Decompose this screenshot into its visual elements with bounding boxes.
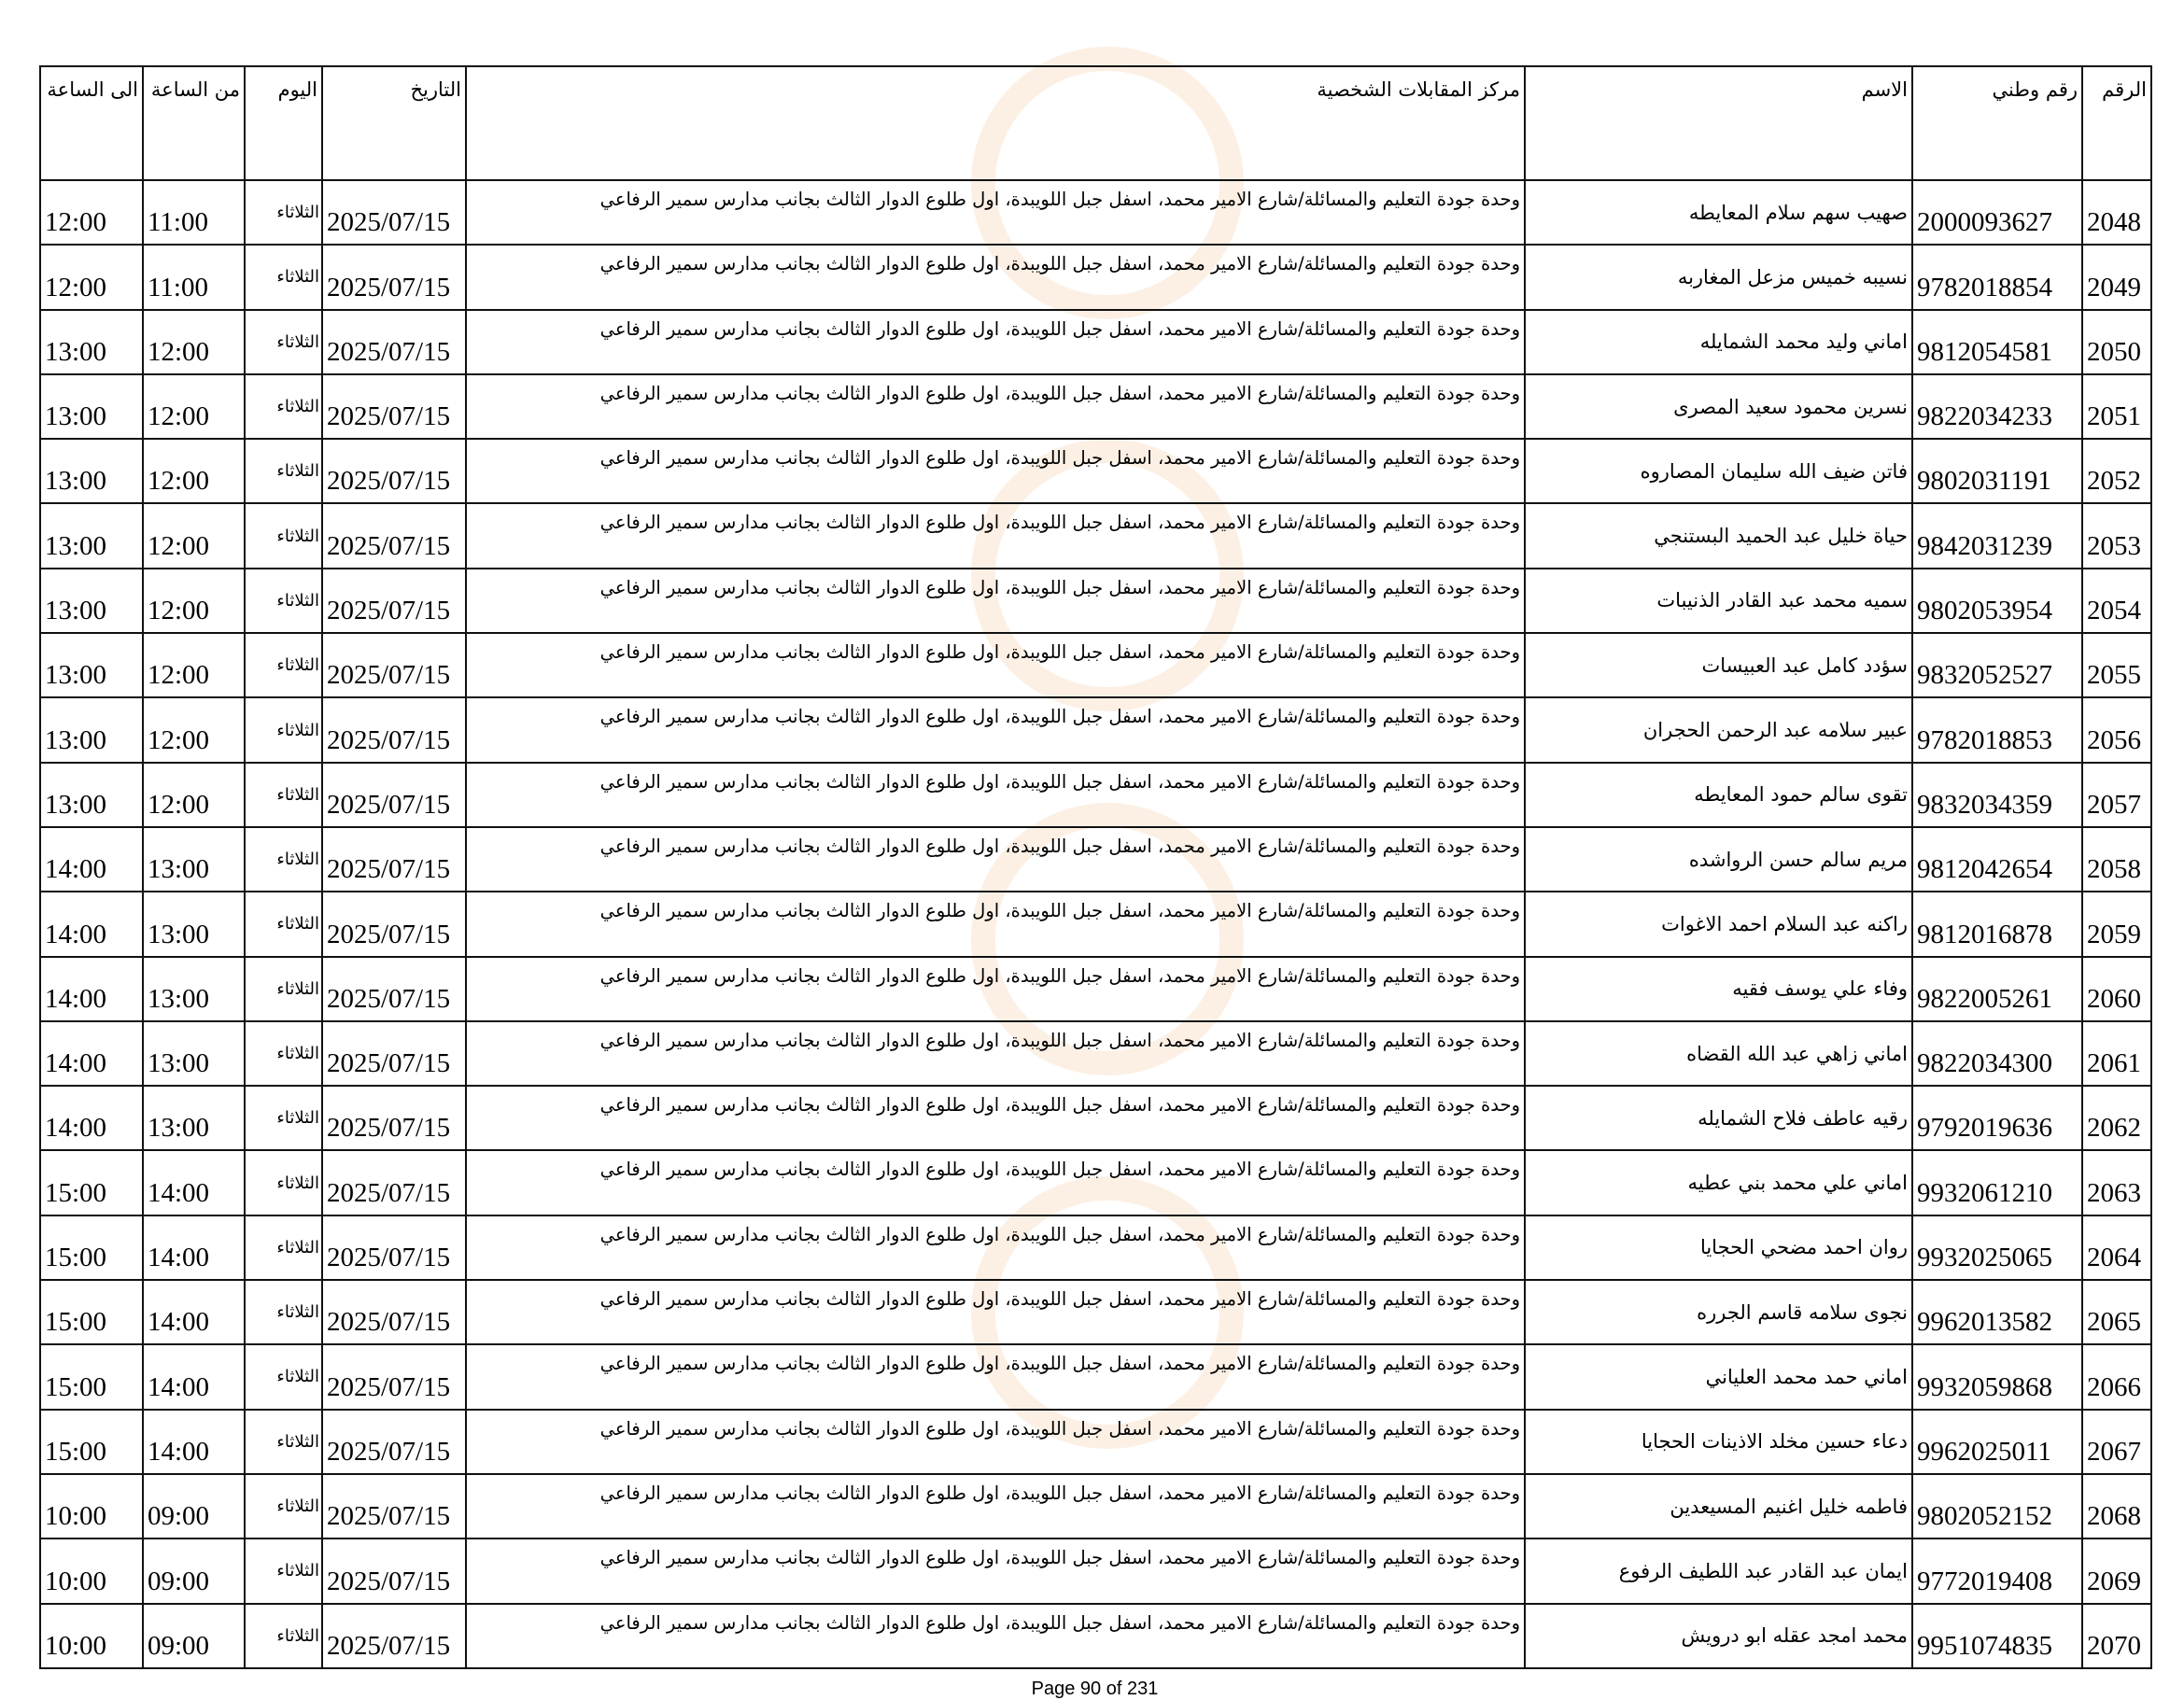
- from-time-cell: 14:00: [143, 1344, 245, 1409]
- center-cell: وحدة جودة التعليم والمسائلة/شارع الامير محمد، اسفل جبل اللويبدة، اول طلوع الدوار الثالث بجانب مدارس سمير الرفاعي: [466, 310, 1525, 374]
- to-time-cell: 13:00: [40, 503, 143, 568]
- table-row: [40, 1538, 2151, 1603]
- table-row: [40, 957, 2151, 1021]
- row-number-cell: 2052: [2082, 439, 2151, 503]
- national-id-cell: 9962013582: [1912, 1280, 2082, 1344]
- day-cell: الثلاثاء: [245, 827, 322, 892]
- header-row: [40, 66, 2151, 180]
- row-number-cell: 2063: [2082, 1150, 2151, 1215]
- to-time-cell: 14:00: [40, 957, 143, 1021]
- from-time-cell: 13:00: [143, 892, 245, 956]
- name-cell: سميه محمد عبد القادر الذنيبات: [1525, 569, 1912, 633]
- center-cell: وحدة جودة التعليم والمسائلة/شارع الامير محمد، اسفل جبل اللويبدة، اول طلوع الدوار الثالث بجانب مدارس سمير الرفاعي: [466, 1021, 1525, 1086]
- day-cell: الثلاثاء: [245, 439, 322, 503]
- national-id-cell: 9822034300: [1912, 1021, 2082, 1086]
- to-time-cell: 15:00: [40, 1410, 143, 1474]
- table-row: [40, 1280, 2151, 1344]
- header-name: الاسم: [1525, 66, 1912, 180]
- day-cell: الثلاثاء: [245, 374, 322, 439]
- from-time-cell: 14:00: [143, 1410, 245, 1474]
- day-cell: الثلاثاء: [245, 1280, 322, 1344]
- to-time-cell: 14:00: [40, 827, 143, 892]
- row-number-cell: 2055: [2082, 633, 2151, 697]
- header-from: من الساعة: [143, 66, 245, 180]
- national-id-cell: 9832034359: [1912, 763, 2082, 827]
- to-time-cell: 13:00: [40, 439, 143, 503]
- day-cell: الثلاثاء: [245, 1344, 322, 1409]
- name-cell: محمد امجد عقله ابو درويش: [1525, 1604, 1912, 1668]
- row-number-cell: 2066: [2082, 1344, 2151, 1409]
- day-cell: الثلاثاء: [245, 569, 322, 633]
- from-time-cell: 11:00: [143, 245, 245, 309]
- name-cell: روان احمد مضحي الحجايا: [1525, 1215, 1912, 1280]
- row-number-cell: 2058: [2082, 827, 2151, 892]
- center-cell: وحدة جودة التعليم والمسائلة/شارع الامير محمد، اسفل جبل اللويبدة، اول طلوع الدوار الثالث بجانب مدارس سمير الرفاعي: [466, 1086, 1525, 1150]
- date-cell: 2025/07/15: [322, 1150, 466, 1215]
- center-cell: وحدة جودة التعليم والمسائلة/شارع الامير محمد، اسفل جبل اللويبدة، اول طلوع الدوار الثالث بجانب مدارس سمير الرفاعي: [466, 827, 1525, 892]
- from-time-cell: 09:00: [143, 1538, 245, 1603]
- national-id-cell: 9812042654: [1912, 827, 2082, 892]
- center-cell: وحدة جودة التعليم والمسائلة/شارع الامير محمد، اسفل جبل اللويبدة، اول طلوع الدوار الثالث بجانب مدارس سمير الرفاعي: [466, 503, 1525, 568]
- day-cell: الثلاثاء: [245, 1604, 322, 1668]
- national-id-cell: 9822005261: [1912, 957, 2082, 1021]
- header-to: الى الساعة: [40, 66, 143, 180]
- day-cell: الثلاثاء: [245, 633, 322, 697]
- day-cell: الثلاثاء: [245, 1215, 322, 1280]
- page-number: Page 90 of 231: [1031, 1678, 1159, 1699]
- name-cell: فاطمه خليل اغنيم المسيعدين: [1525, 1474, 1912, 1538]
- table-row: [40, 1150, 2151, 1215]
- to-time-cell: 14:00: [40, 1086, 143, 1150]
- national-id-cell: 9832052527: [1912, 633, 2082, 697]
- center-cell: وحدة جودة التعليم والمسائلة/شارع الامير محمد، اسفل جبل اللويبدة، اول طلوع الدوار الثالث بجانب مدارس سمير الرفاعي: [466, 697, 1525, 762]
- date-cell: 2025/07/15: [322, 1538, 466, 1603]
- table-row: [40, 763, 2151, 827]
- national-id-cell: 2000093627: [1912, 180, 2082, 245]
- date-cell: 2025/07/15: [322, 1280, 466, 1344]
- table-row: [40, 439, 2151, 503]
- header-center: مركز المقابلات الشخصية: [466, 66, 1525, 180]
- date-cell: 2025/07/15: [322, 1215, 466, 1280]
- from-time-cell: 12:00: [143, 697, 245, 762]
- center-cell: وحدة جودة التعليم والمسائلة/شارع الامير محمد، اسفل جبل اللويبدة، اول طلوع الدوار الثالث بجانب مدارس سمير الرفاعي: [466, 1538, 1525, 1603]
- row-number-cell: 2065: [2082, 1280, 2151, 1344]
- from-time-cell: 14:00: [143, 1280, 245, 1344]
- day-cell: الثلاثاء: [245, 957, 322, 1021]
- to-time-cell: 10:00: [40, 1474, 143, 1538]
- table-row: [40, 827, 2151, 892]
- table-row: [40, 1344, 2151, 1409]
- header-national-id: رقم وطني: [1912, 66, 2082, 180]
- table-row: [40, 633, 2151, 697]
- row-number-cell: 2056: [2082, 697, 2151, 762]
- date-cell: 2025/07/15: [322, 957, 466, 1021]
- date-cell: 2025/07/15: [322, 1086, 466, 1150]
- center-cell: وحدة جودة التعليم والمسائلة/شارع الامير محمد، اسفل جبل اللويبدة، اول طلوع الدوار الثالث بجانب مدارس سمير الرفاعي: [466, 1604, 1525, 1668]
- row-number-cell: 2057: [2082, 763, 2151, 827]
- date-cell: 2025/07/15: [322, 633, 466, 697]
- table-row: [40, 1215, 2151, 1280]
- national-id-cell: 9782018853: [1912, 697, 2082, 762]
- date-cell: 2025/07/15: [322, 569, 466, 633]
- national-id-cell: 9802052152: [1912, 1474, 2082, 1538]
- date-cell: 2025/07/15: [322, 310, 466, 374]
- from-time-cell: 14:00: [143, 1215, 245, 1280]
- name-cell: نسيبه خميس مزعل المغاربه: [1525, 245, 1912, 309]
- day-cell: الثلاثاء: [245, 1150, 322, 1215]
- date-cell: 2025/07/15: [322, 1474, 466, 1538]
- from-time-cell: 13:00: [143, 957, 245, 1021]
- national-id-cell: 9812054581: [1912, 310, 2082, 374]
- header-date: التاريخ: [322, 66, 466, 180]
- table-row: [40, 503, 2151, 568]
- table-row: [40, 1604, 2151, 1668]
- row-number-cell: 2059: [2082, 892, 2151, 956]
- center-cell: وحدة جودة التعليم والمسائلة/شارع الامير محمد، اسفل جبل اللويبدة، اول طلوع الدوار الثالث بجانب مدارس سمير الرفاعي: [466, 1410, 1525, 1474]
- day-cell: الثلاثاء: [245, 1410, 322, 1474]
- national-id-cell: 9842031239: [1912, 503, 2082, 568]
- day-cell: الثلاثاء: [245, 697, 322, 762]
- national-id-cell: 9802053954: [1912, 569, 2082, 633]
- to-time-cell: 13:00: [40, 374, 143, 439]
- table-row: [40, 1021, 2151, 1086]
- national-id-cell: 9792019636: [1912, 1086, 2082, 1150]
- center-cell: وحدة جودة التعليم والمسائلة/شارع الامير محمد، اسفل جبل اللويبدة، اول طلوع الدوار الثالث بجانب مدارس سمير الرفاعي: [466, 245, 1525, 309]
- to-time-cell: 13:00: [40, 310, 143, 374]
- date-cell: 2025/07/15: [322, 503, 466, 568]
- to-time-cell: 13:00: [40, 697, 143, 762]
- table-row: [40, 1474, 2151, 1538]
- from-time-cell: 14:00: [143, 1150, 245, 1215]
- national-id-cell: 9812016878: [1912, 892, 2082, 956]
- row-number-cell: 2061: [2082, 1021, 2151, 1086]
- table-body: [40, 180, 2151, 1668]
- from-time-cell: 09:00: [143, 1604, 245, 1668]
- center-cell: وحدة جودة التعليم والمسائلة/شارع الامير محمد، اسفل جبل اللويبدة، اول طلوع الدوار الثالث بجانب مدارس سمير الرفاعي: [466, 1215, 1525, 1280]
- day-cell: الثلاثاء: [245, 892, 322, 956]
- from-time-cell: 11:00: [143, 180, 245, 245]
- day-cell: الثلاثاء: [245, 1021, 322, 1086]
- to-time-cell: 12:00: [40, 180, 143, 245]
- national-id-cell: 9962025011: [1912, 1410, 2082, 1474]
- day-cell: الثلاثاء: [245, 1086, 322, 1150]
- name-cell: نجوى سلامه قاسم الجرره: [1525, 1280, 1912, 1344]
- date-cell: 2025/07/15: [322, 892, 466, 956]
- name-cell: اماني علي محمد بني عطيه: [1525, 1150, 1912, 1215]
- to-time-cell: 15:00: [40, 1150, 143, 1215]
- center-cell: وحدة جودة التعليم والمسائلة/شارع الامير محمد، اسفل جبل اللويبدة، اول طلوع الدوار الثالث بجانب مدارس سمير الرفاعي: [466, 957, 1525, 1021]
- to-time-cell: 15:00: [40, 1280, 143, 1344]
- name-cell: اماني زاهي عبد الله القضاه: [1525, 1021, 1912, 1086]
- table-row: [40, 245, 2151, 309]
- name-cell: نسرين محمود سعيد المصرى: [1525, 374, 1912, 439]
- row-number-cell: 2053: [2082, 503, 2151, 568]
- from-time-cell: 12:00: [143, 633, 245, 697]
- row-number-cell: 2069: [2082, 1538, 2151, 1603]
- day-cell: الثلاثاء: [245, 180, 322, 245]
- to-time-cell: 13:00: [40, 569, 143, 633]
- date-cell: 2025/07/15: [322, 180, 466, 245]
- name-cell: رقيه عاطف فلاح الشمايله: [1525, 1086, 1912, 1150]
- header-no: الرقم: [2082, 66, 2151, 180]
- row-number-cell: 2070: [2082, 1604, 2151, 1668]
- national-id-cell: 9802031191: [1912, 439, 2082, 503]
- national-id-cell: 9772019408: [1912, 1538, 2082, 1603]
- from-time-cell: 12:00: [143, 439, 245, 503]
- national-id-cell: 9932059868: [1912, 1344, 2082, 1409]
- date-cell: 2025/07/15: [322, 763, 466, 827]
- name-cell: دعاء حسين مخلد الاذينات الحجايا: [1525, 1410, 1912, 1474]
- center-cell: وحدة جودة التعليم والمسائلة/شارع الامير محمد، اسفل جبل اللويبدة، اول طلوع الدوار الثالث بجانب مدارس سمير الرفاعي: [466, 1474, 1525, 1538]
- date-cell: 2025/07/15: [322, 1604, 466, 1668]
- table-row: [40, 310, 2151, 374]
- center-cell: وحدة جودة التعليم والمسائلة/شارع الامير محمد، اسفل جبل اللويبدة، اول طلوع الدوار الثالث بجانب مدارس سمير الرفاعي: [466, 180, 1525, 245]
- center-cell: وحدة جودة التعليم والمسائلة/شارع الامير محمد، اسفل جبل اللويبدة، اول طلوع الدوار الثالث بجانب مدارس سمير الرفاعي: [466, 439, 1525, 503]
- row-number-cell: 2068: [2082, 1474, 2151, 1538]
- table-row: [40, 569, 2151, 633]
- center-cell: وحدة جودة التعليم والمسائلة/شارع الامير محمد، اسفل جبل اللويبدة، اول طلوع الدوار الثالث بجانب مدارس سمير الرفاعي: [466, 1150, 1525, 1215]
- name-cell: وفاء علي يوسف فقيه: [1525, 957, 1912, 1021]
- center-cell: وحدة جودة التعليم والمسائلة/شارع الامير محمد، اسفل جبل اللويبدة، اول طلوع الدوار الثالث بجانب مدارس سمير الرفاعي: [466, 633, 1525, 697]
- day-cell: الثلاثاء: [245, 310, 322, 374]
- date-cell: 2025/07/15: [322, 1021, 466, 1086]
- name-cell: مريم سالم حسن الرواشده: [1525, 827, 1912, 892]
- date-cell: 2025/07/15: [322, 1344, 466, 1409]
- day-cell: الثلاثاء: [245, 763, 322, 827]
- table-row: [40, 1410, 2151, 1474]
- name-cell: اماني حمد محمد العلياني: [1525, 1344, 1912, 1409]
- table-row: [40, 374, 2151, 439]
- name-cell: تقوى سالم حمود المعايطه: [1525, 763, 1912, 827]
- national-id-cell: 9782018854: [1912, 245, 2082, 309]
- to-time-cell: 15:00: [40, 1215, 143, 1280]
- day-cell: الثلاثاء: [245, 1538, 322, 1603]
- table-row: [40, 697, 2151, 762]
- name-cell: راكنه عبد السلام احمد الاغوات: [1525, 892, 1912, 956]
- date-cell: 2025/07/15: [322, 245, 466, 309]
- to-time-cell: 10:00: [40, 1538, 143, 1603]
- from-time-cell: 12:00: [143, 374, 245, 439]
- interview-schedule-table: [39, 65, 2152, 1669]
- from-time-cell: 09:00: [143, 1474, 245, 1538]
- from-time-cell: 12:00: [143, 763, 245, 827]
- day-cell: الثلاثاء: [245, 1474, 322, 1538]
- to-time-cell: 13:00: [40, 763, 143, 827]
- national-id-cell: 9932061210: [1912, 1150, 2082, 1215]
- name-cell: صهيب سهم سلام المعايطه: [1525, 180, 1912, 245]
- row-number-cell: 2064: [2082, 1215, 2151, 1280]
- to-time-cell: 12:00: [40, 245, 143, 309]
- to-time-cell: 15:00: [40, 1344, 143, 1409]
- date-cell: 2025/07/15: [322, 697, 466, 762]
- center-cell: وحدة جودة التعليم والمسائلة/شارع الامير محمد، اسفل جبل اللويبدة، اول طلوع الدوار الثالث بجانب مدارس سمير الرفاعي: [466, 892, 1525, 956]
- name-cell: سؤدد كامل عبد العبيسات: [1525, 633, 1912, 697]
- date-cell: 2025/07/15: [322, 374, 466, 439]
- national-id-cell: 9951074835: [1912, 1604, 2082, 1668]
- table-row: [40, 1086, 2151, 1150]
- from-time-cell: 12:00: [143, 503, 245, 568]
- name-cell: عبير سلامه عبد الرحمن الحجران: [1525, 697, 1912, 762]
- name-cell: اماني وليد محمد الشمايله: [1525, 310, 1912, 374]
- document-sheet: [39, 65, 2150, 1700]
- to-time-cell: 14:00: [40, 892, 143, 956]
- table-row: [40, 892, 2151, 956]
- national-id-cell: 9932025065: [1912, 1215, 2082, 1280]
- row-number-cell: 2060: [2082, 957, 2151, 1021]
- center-cell: وحدة جودة التعليم والمسائلة/شارع الامير محمد، اسفل جبل اللويبدة، اول طلوع الدوار الثالث بجانب مدارس سمير الرفاعي: [466, 374, 1525, 439]
- day-cell: الثلاثاء: [245, 503, 322, 568]
- date-cell: 2025/07/15: [322, 439, 466, 503]
- name-cell: فاتن ضيف الله سليمان المصاروه: [1525, 439, 1912, 503]
- row-number-cell: 2048: [2082, 180, 2151, 245]
- date-cell: 2025/07/15: [322, 827, 466, 892]
- header-day: اليوم: [245, 66, 322, 180]
- to-time-cell: 10:00: [40, 1604, 143, 1668]
- table-row: [40, 180, 2151, 245]
- center-cell: وحدة جودة التعليم والمسائلة/شارع الامير محمد، اسفل جبل اللويبدة، اول طلوع الدوار الثالث بجانب مدارس سمير الرفاعي: [466, 1344, 1525, 1409]
- from-time-cell: 13:00: [143, 827, 245, 892]
- row-number-cell: 2050: [2082, 310, 2151, 374]
- national-id-cell: 9822034233: [1912, 374, 2082, 439]
- row-number-cell: 2054: [2082, 569, 2151, 633]
- from-time-cell: 12:00: [143, 310, 245, 374]
- row-number-cell: 2067: [2082, 1410, 2151, 1474]
- date-cell: 2025/07/15: [322, 1410, 466, 1474]
- from-time-cell: 13:00: [143, 1086, 245, 1150]
- center-cell: وحدة جودة التعليم والمسائلة/شارع الامير محمد، اسفل جبل اللويبدة، اول طلوع الدوار الثالث بجانب مدارس سمير الرفاعي: [466, 569, 1525, 633]
- to-time-cell: 14:00: [40, 1021, 143, 1086]
- from-time-cell: 12:00: [143, 569, 245, 633]
- name-cell: حياة خليل عبد الحميد البستنجي: [1525, 503, 1912, 568]
- day-cell: الثلاثاء: [245, 245, 322, 309]
- row-number-cell: 2051: [2082, 374, 2151, 439]
- center-cell: وحدة جودة التعليم والمسائلة/شارع الامير محمد، اسفل جبل اللويبدة، اول طلوع الدوار الثالث بجانب مدارس سمير الرفاعي: [466, 1280, 1525, 1344]
- row-number-cell: 2049: [2082, 245, 2151, 309]
- row-number-cell: 2062: [2082, 1086, 2151, 1150]
- name-cell: ايمان عبد القادر عبد اللطيف الرفوع: [1525, 1538, 1912, 1603]
- center-cell: وحدة جودة التعليم والمسائلة/شارع الامير محمد، اسفل جبل اللويبدة، اول طلوع الدوار الثالث بجانب مدارس سمير الرفاعي: [466, 763, 1525, 827]
- from-time-cell: 13:00: [143, 1021, 245, 1086]
- to-time-cell: 13:00: [40, 633, 143, 697]
